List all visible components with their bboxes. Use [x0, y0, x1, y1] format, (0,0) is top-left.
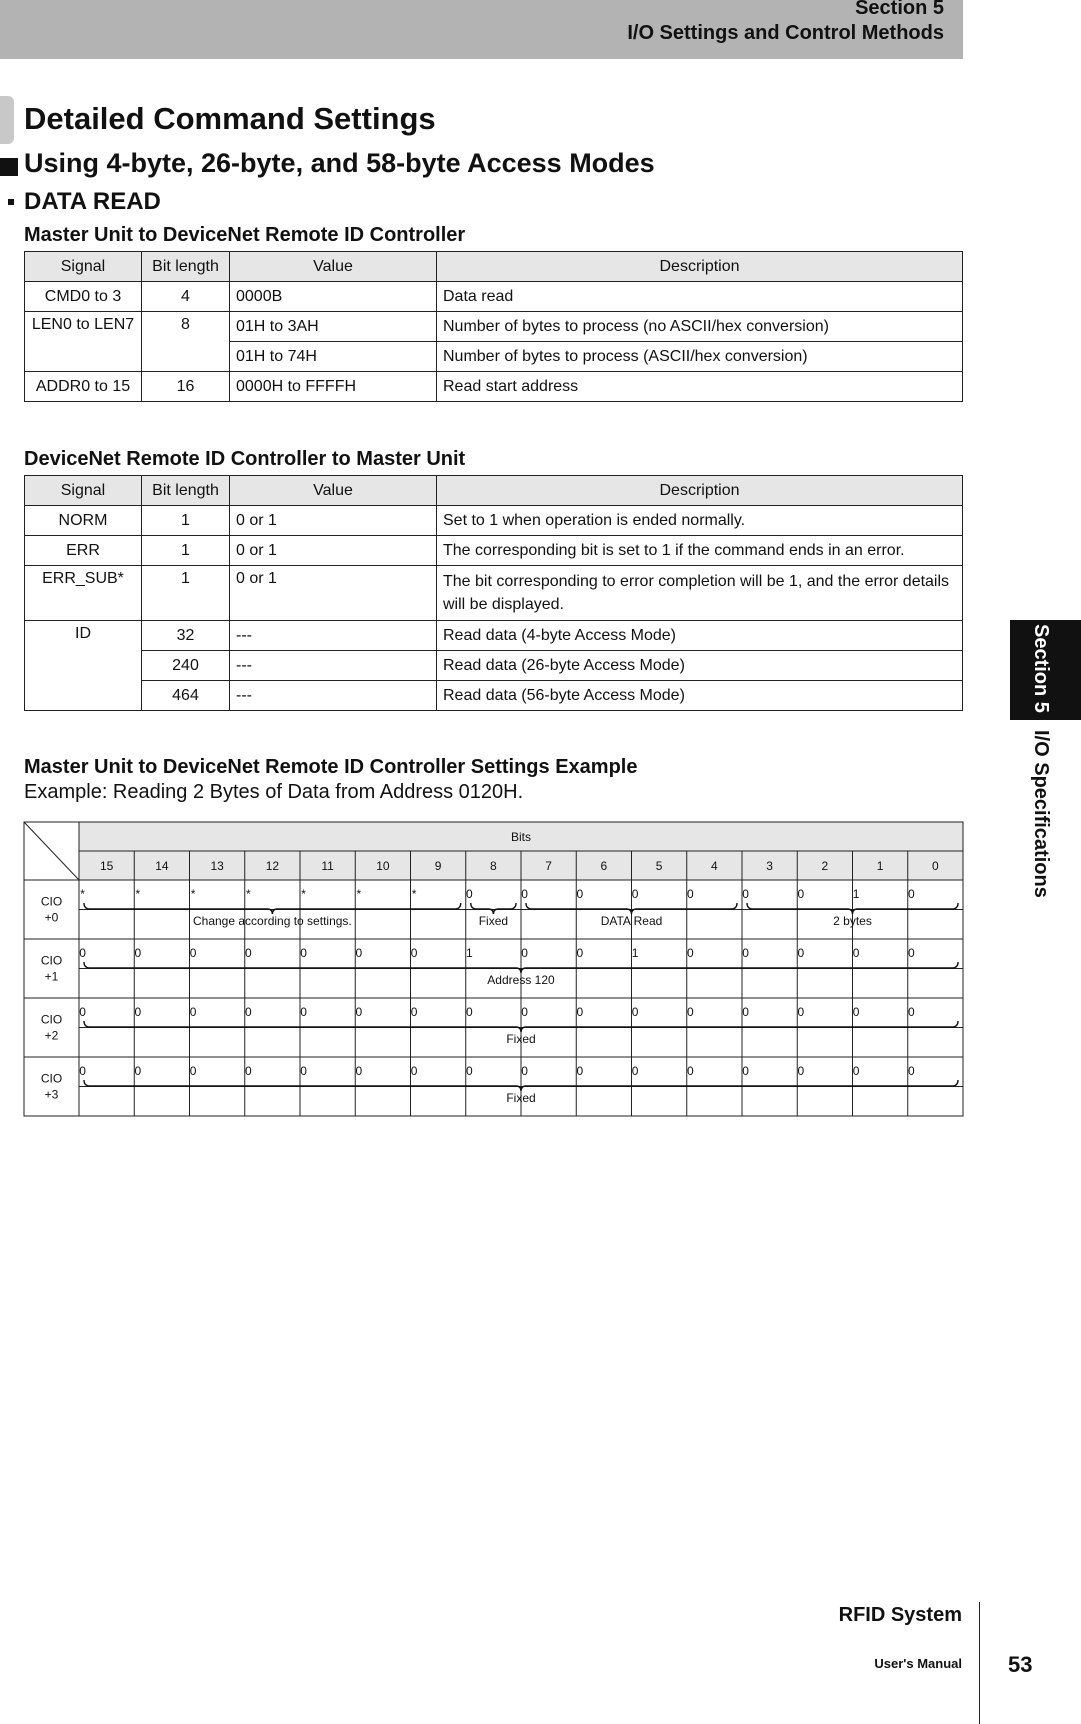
- bit-value: 1: [852, 887, 860, 901]
- bit-number-label: 4: [711, 859, 718, 873]
- bit-number-label: 2: [821, 859, 829, 873]
- value-cell: ---: [230, 621, 437, 651]
- brace-annotation: [471, 903, 516, 914]
- bit-value: 0: [466, 887, 473, 901]
- bit-length-cell: 8: [142, 312, 230, 372]
- bit-number-label: 6: [600, 859, 608, 873]
- bit-length-cell: 4: [142, 282, 230, 312]
- brace-annotation-label: Fixed: [506, 1091, 536, 1105]
- bit-number-label: 5: [655, 859, 663, 873]
- bits-label: Bits: [510, 830, 532, 844]
- section-tab-label: Section 5: [1030, 624, 1052, 713]
- brace-annotation-label: Fixed: [506, 1032, 536, 1046]
- bit-value: 0: [852, 1064, 860, 1078]
- bit-value: 0: [576, 1064, 584, 1078]
- bit-value: 1: [631, 946, 639, 960]
- bit-value: 0: [908, 946, 915, 960]
- bit-number-label: 12: [265, 859, 280, 873]
- bit-value: 0: [742, 1005, 749, 1019]
- header-cell: Signal: [25, 476, 142, 506]
- value-cell: 01H to 3AH: [230, 312, 437, 342]
- bit-value: 0: [245, 1064, 252, 1078]
- header-cell: Signal: [25, 252, 142, 282]
- bit-length-cell: 1: [142, 536, 230, 566]
- bit-value: 0: [797, 1064, 805, 1078]
- footer-brand: RFID System: [838, 1604, 962, 1626]
- bit-length-cell: 1: [142, 566, 230, 621]
- header-cell: Description: [437, 252, 963, 282]
- value-cell: 0000H to FFFFH: [230, 372, 437, 402]
- bit-value: 0: [687, 946, 694, 960]
- bit-length-cell: 1: [142, 506, 230, 536]
- brace-annotation-label: Fixed: [478, 914, 509, 928]
- description-cell: Read data (26-byte Access Mode): [437, 651, 963, 681]
- description-cell: Set to 1 when operation is ended normally.: [437, 506, 963, 536]
- cio-row-label: CIO: [40, 894, 63, 909]
- cio-row-label: CIO: [40, 1071, 63, 1086]
- bit-length-cell: 16: [142, 372, 230, 402]
- bit-value: 0: [134, 946, 142, 960]
- bit-value: 0: [742, 887, 749, 901]
- bit-number-label: 11: [321, 859, 334, 873]
- cio-row-label: +2: [44, 1028, 59, 1043]
- bit-value: 0: [521, 946, 528, 960]
- bit-value: 0: [631, 887, 639, 901]
- bit-value: *: [246, 887, 251, 901]
- bit-value: 0: [79, 946, 86, 960]
- bit-value: 0: [908, 1005, 915, 1019]
- bit-value: 0: [797, 946, 805, 960]
- bit-value: 0: [79, 1064, 86, 1078]
- bit-value: 0: [687, 1005, 694, 1019]
- brace-annotation-label: 2 bytes: [833, 914, 872, 928]
- bit-value: 0: [797, 1005, 805, 1019]
- bit-value: 0: [300, 946, 307, 960]
- bit-value: 0: [245, 1005, 252, 1019]
- value-cell: 0 or 1: [230, 536, 437, 566]
- bit-value: *: [411, 887, 417, 901]
- bit-value: 0: [742, 946, 749, 960]
- bit-number-label: 15: [99, 859, 114, 873]
- bit-value: 0: [410, 1064, 418, 1078]
- bit-number-label: 7: [545, 859, 552, 873]
- bit-value: 0: [852, 1005, 860, 1019]
- cio-row-label: +1: [44, 969, 59, 984]
- bit-number-label: 10: [376, 859, 390, 873]
- bit-value: 0: [355, 1005, 363, 1019]
- bit-value: 0: [355, 1064, 363, 1078]
- bit-value: 0: [466, 1005, 473, 1019]
- description-cell: Read start address: [437, 372, 963, 402]
- bit-length-cell: 464: [142, 681, 230, 711]
- description-cell: The corresponding bit is set to 1 if the command ends in an error.: [437, 536, 963, 566]
- page-title: Detailed Command Settings: [24, 101, 436, 136]
- header-cell: Bit length: [142, 252, 230, 282]
- bit-value: 0: [687, 1064, 694, 1078]
- section-heading: Using 4-byte, 26-byte, and 58-byte Access Modes: [24, 148, 655, 178]
- section-topic-label: I/O Specifications: [1030, 730, 1052, 899]
- signal-cell: ERR: [25, 536, 142, 566]
- description-cell: Data read: [437, 282, 963, 312]
- footer-divider: [979, 1602, 980, 1724]
- value-cell: 0 or 1: [230, 566, 437, 621]
- section-tab-text: [1022, 620, 1052, 920]
- bit-number-label: 9: [434, 859, 442, 873]
- example-caption: Master Unit to DeviceNet Remote ID Controller Settings Example: [24, 756, 638, 778]
- header-cell: Value: [230, 476, 437, 506]
- description-cell: Number of bytes to process (no ASCII/hex conversion): [437, 312, 963, 342]
- cio-row-label: CIO: [40, 953, 63, 968]
- bit-value: 0: [245, 946, 252, 960]
- bit-value: 0: [521, 1064, 528, 1078]
- bit-value: 0: [576, 887, 584, 901]
- bit-value: 0: [521, 887, 528, 901]
- subsection-heading: DATA READ: [24, 188, 161, 215]
- bit-value: 0: [355, 946, 363, 960]
- cio-row-label: CIO: [40, 1012, 63, 1027]
- header-cell: Bit length: [142, 476, 230, 506]
- bit-value: 0: [742, 1064, 749, 1078]
- page-number: 53: [1008, 1652, 1033, 1677]
- bit-number-label: 13: [210, 859, 224, 873]
- bit-length-cell: 32: [142, 621, 230, 651]
- bit-value: 0: [410, 1005, 418, 1019]
- description-cell: The bit corresponding to error completion will be 1, and the error details will be displayed.: [437, 566, 963, 621]
- description-cell: Read data (4-byte Access Mode): [437, 621, 963, 651]
- brace-annotation-label: DATA Read: [600, 914, 663, 928]
- bit-number-label: 3: [766, 859, 773, 873]
- bit-value: 0: [300, 1064, 307, 1078]
- bit-value: 1: [466, 946, 473, 960]
- signal-cell: ID: [25, 621, 142, 711]
- bit-value: *: [356, 887, 362, 901]
- description-cell: Read data (56-byte Access Mode): [437, 681, 963, 711]
- bit-value: *: [80, 887, 85, 901]
- bit-value: *: [301, 887, 306, 901]
- bit-value: 0: [576, 946, 584, 960]
- bit-value: 0: [576, 1005, 584, 1019]
- bit-value: 0: [189, 946, 197, 960]
- footer-manual: User's Manual: [874, 1656, 962, 1671]
- bit-value: 0: [79, 1005, 86, 1019]
- cio-row-label: +0: [44, 910, 59, 925]
- signal-cell: ADDR0 to 15: [25, 372, 142, 402]
- bit-value: *: [190, 887, 196, 901]
- bit-value: 0: [134, 1005, 142, 1019]
- value-cell: 01H to 74H: [230, 342, 437, 372]
- table1-caption: Master Unit to DeviceNet Remote ID Controller: [24, 224, 466, 246]
- bit-number-label: 14: [155, 859, 169, 873]
- table2-caption: DeviceNet Remote ID Controller to Master Unit: [24, 448, 466, 470]
- value-cell: ---: [230, 681, 437, 711]
- brace-annotation: [84, 903, 461, 914]
- bit-value: 0: [852, 946, 860, 960]
- bit-value: 0: [300, 1005, 307, 1019]
- header-section: Section 5: [855, 0, 944, 19]
- signal-cell: ERR_SUB*: [25, 566, 142, 621]
- header-cell: Value: [230, 252, 437, 282]
- bit-value: *: [135, 887, 141, 901]
- bit-value: 0: [521, 1005, 528, 1019]
- example-subtitle: Example: Reading 2 Bytes of Data from Address 0120H.: [24, 781, 524, 803]
- bit-value: 0: [631, 1064, 639, 1078]
- signal-cell: CMD0 to 3: [25, 282, 142, 312]
- bit-value: 0: [410, 946, 418, 960]
- bit-length-cell: 240: [142, 651, 230, 681]
- brace-annotation-label: Change according to settings.: [192, 914, 352, 928]
- bit-value: 0: [466, 1064, 473, 1078]
- signal-cell: LEN0 to LEN7: [25, 312, 142, 372]
- bit-number-label: 0: [932, 859, 939, 873]
- corner-diagonal: [24, 822, 79, 880]
- bit-value: 0: [908, 1064, 915, 1078]
- header-title: I/O Settings and Control Methods: [627, 22, 944, 44]
- value-cell: 0000B: [230, 282, 437, 312]
- bit-value: 0: [687, 887, 694, 901]
- bit-value: 0: [189, 1064, 197, 1078]
- bit-value: 0: [631, 1005, 639, 1019]
- bit-value: 0: [797, 887, 805, 901]
- bit-value: 0: [189, 1005, 197, 1019]
- value-cell: ---: [230, 651, 437, 681]
- description-cell: Number of bytes to process (ASCII/hex conversion): [437, 342, 963, 372]
- header-cell: Description: [437, 476, 963, 506]
- cio-row-label: +3: [44, 1087, 59, 1102]
- bit-number-label: 8: [490, 859, 497, 873]
- bit-value: 0: [908, 887, 915, 901]
- signal-cell: NORM: [25, 506, 142, 536]
- brace-annotation-label: Address 120: [487, 973, 555, 987]
- bit-number-label: 1: [876, 859, 884, 873]
- bit-value: 0: [134, 1064, 142, 1078]
- value-cell: 0 or 1: [230, 506, 437, 536]
